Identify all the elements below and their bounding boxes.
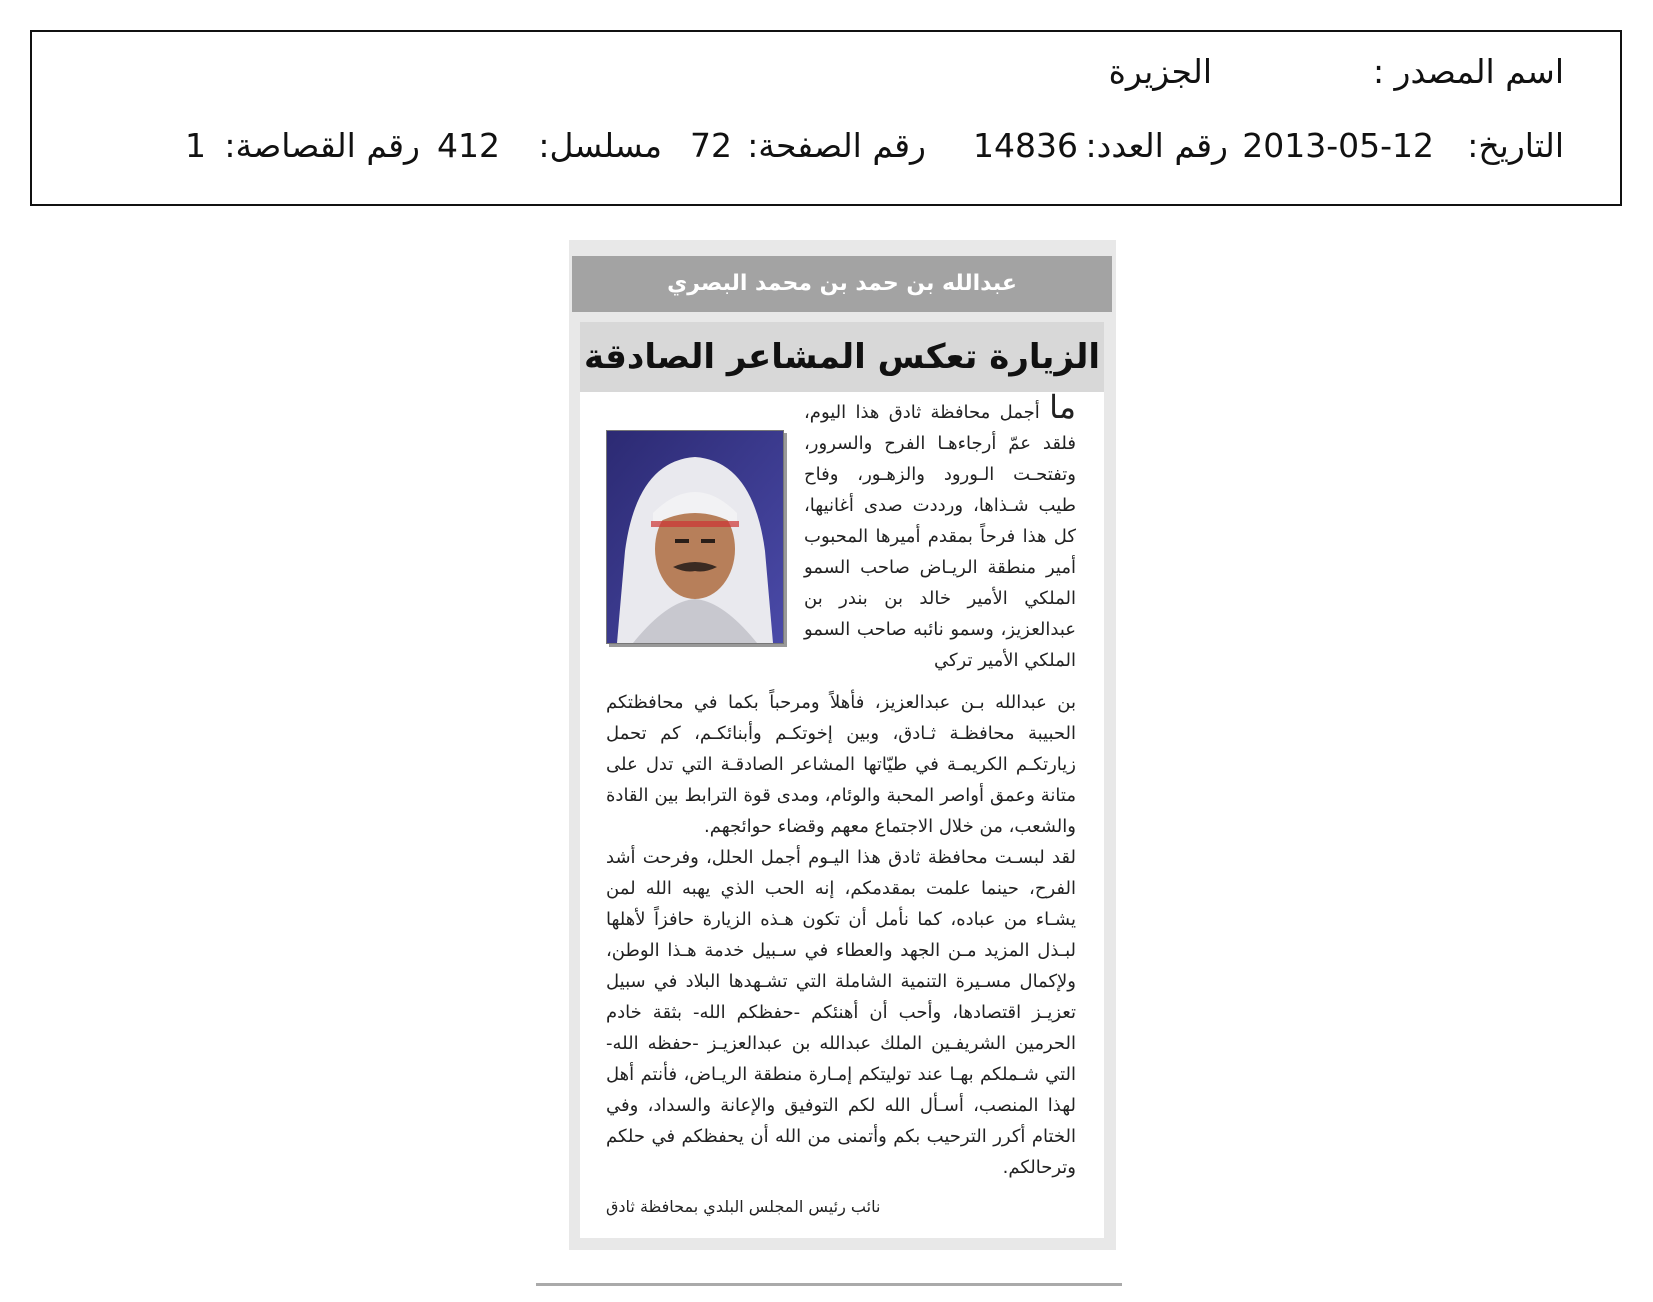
clip-label: رقم القصاصة: (224, 126, 420, 165)
clip-value: 1 (185, 126, 206, 165)
issue-value: 14836 (973, 126, 1078, 165)
page-label: رقم الصفحة: (747, 126, 926, 165)
serial-label: مسلسل: (538, 126, 662, 165)
article-title: الزيارة تعكس المشاعر الصادقة (580, 322, 1104, 392)
serial-value: 412 (437, 126, 500, 165)
author-name: عبدالله بن حمد بن محمد البصري (572, 256, 1112, 312)
bottom-divider (536, 1283, 1122, 1286)
date-label: التاريخ: (1467, 126, 1564, 165)
article-paragraph-2: لقد لبسـت محافظة ثادق هذا اليـوم أجمل الحلل، وفرحت أشد الفرح، حينما علمت بمقدمكم، إنه الحب الذي يهبه الله لمن يشـاء من عباده، كما نأمل أن تكون هـذه الزيارة حافزاً لأهلها لبـذل المزيد مـن الجهد والعطاء في سـبيل خدمة هـذا الوطن، ولإكمال مسـيرة التنمية الشاملة التي تشـهدها البلاد في سبيل تعزيـز اقتصادها، وأحب أن أهنئكم -حفظكم الله- بثقة خادم الحرمين الشريفـين الملك عبدالله بن عبدالعزيـز -حفظه الله- التي شـملكم بهـا عند توليتكم إمـارة منطقة الريـاض، فأنتم أهل لهذا المنصب، أسـأل الله لكم التوفيق والإعانة والسداد، وفي الختام أكرر الترحيب بكم وأتمنى من الله أن يحفظكم في حلكم وترحالكم. (606, 847, 1076, 1178)
source-value: الجزيرة (1108, 52, 1212, 91)
article-paragraph-1-rest: بن عبدالله بـن عبدالعزيز، فأهلاً ومرحباً بكما في محافظتكم الحبيبة محافظـة ثـادق، وبين إخوتكـم وأبنائكـم، كم تحمل زيارتكـم الكريمـة في طيّاتها المشاعر الصادقـة التي تدل على متانة وعمق أواصر المحبة والوئام، ومدى قوة الترابط بين القادة والشعب، من خلال الاجتماع معهم وقضاء حوائجهم. (606, 692, 1076, 837)
issue-label: رقم العدد: (1085, 126, 1228, 165)
page-value: 72 (690, 126, 732, 165)
date-value: 2013-05-12 (1242, 126, 1434, 165)
article-body (580, 392, 1104, 1238)
paragraph-1-top-text: أجمل محافظة ثادق هذا اليوم، فلقد عمّ أرجاءهـا الفرح والسرور، وتفتحـت الـورود والزهـور، وفاح طيب شـذاها، ورددت صدى أغانيها، كل هذا فرحاً بمقدم أميرها المحبوب أمير منطقة الريـاض صاحب السمو الملكي الأمير خالد بن بندر بن عبدالعزيز، وسمو نائبه صاحب السمو الملكي الأمير تركي (804, 402, 1076, 671)
author-photo (606, 430, 784, 644)
metadata-box (30, 30, 1622, 206)
article-paragraph-1-top (804, 392, 1076, 676)
author-signature: نائب رئيس المجلس البلدي بمحافظة ثادق (606, 1197, 881, 1216)
lead-drop-glyph: ما (1049, 392, 1076, 426)
source-label: اسم المصدر : (1372, 52, 1564, 91)
